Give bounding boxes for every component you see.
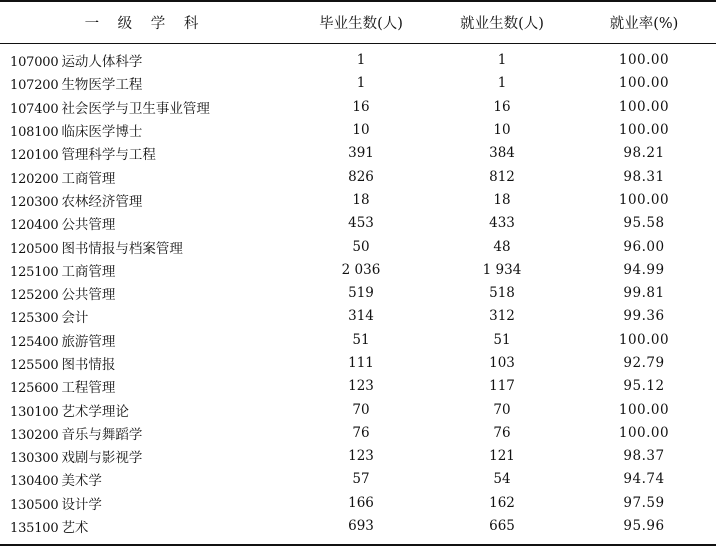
cell-rate: 100.00 [618, 75, 670, 92]
cell-subject [0, 375, 290, 398]
cell-employed: 54 [493, 471, 511, 488]
subject-name: 工程管理 [61, 380, 116, 397]
header-graduates: 毕业生数(人) [290, 1, 432, 43]
cell-subject [0, 491, 290, 514]
subject-code: 135100 [10, 521, 59, 537]
cell-graduates: 314 [348, 308, 374, 325]
cell-rate: 100.00 [618, 98, 670, 115]
subject-code: 125500 [10, 358, 59, 373]
cell-subject [0, 258, 290, 281]
cell-graduates: 1 [356, 75, 366, 92]
cell-rate: 96.00 [623, 238, 665, 255]
subject-code: 120400 [10, 218, 59, 234]
cell-employed: 121 [489, 448, 515, 465]
header-rate: 就业率(%) [572, 1, 716, 43]
cell-employed: 1 [497, 52, 507, 69]
cell-subject [0, 398, 290, 421]
cell-graduates: 76 [352, 424, 370, 441]
subject-name: 临床医学博士 [61, 124, 143, 141]
subject-code: 120200 [10, 171, 59, 187]
subject-name: 生物医学工程 [61, 77, 143, 94]
subject-name: 设计学 [61, 496, 102, 513]
subject-code: 120300 [10, 194, 59, 210]
table-row [0, 258, 716, 281]
table-row [0, 351, 716, 374]
subject-name: 美术学 [61, 473, 102, 490]
cell-subject [0, 514, 290, 537]
subject-code: 130100 [10, 404, 59, 420]
cell-employed: 518 [489, 285, 515, 302]
subject-code: 125600 [10, 381, 59, 397]
cell-graduates: 70 [352, 401, 370, 418]
cell-rate: 100.00 [618, 191, 670, 208]
subject-code: 120100 [10, 148, 59, 164]
cell-employed: 16 [493, 98, 511, 115]
cell-subject [0, 468, 290, 491]
subject-name: 管理科学与工程 [61, 147, 156, 164]
subject-code: 107400 [10, 101, 59, 117]
cell-subject [0, 188, 290, 211]
cell-employed: 117 [489, 378, 515, 395]
cell-graduates: 1 [356, 52, 366, 69]
cell-employed: 10 [493, 122, 511, 139]
cell-subject [0, 118, 290, 141]
table-row [0, 468, 716, 491]
table-row [0, 235, 716, 258]
subject-name: 旅游管理 [61, 333, 116, 350]
subject-name: 运动人体科学 [61, 54, 143, 71]
cell-rate: 92.79 [623, 355, 665, 371]
cell-employed: 51 [493, 331, 511, 348]
cell-graduates: 18 [352, 191, 370, 208]
subject-code: 125200 [10, 288, 59, 304]
subject-name: 公共管理 [61, 287, 116, 304]
subject-name: 艺术学理论 [61, 403, 129, 420]
subject-name: 图书情报 [61, 357, 116, 373]
cell-graduates: 51 [352, 331, 370, 348]
cell-rate: 97.59 [623, 494, 665, 511]
subject-code: 130400 [10, 474, 59, 490]
cell-subject [0, 281, 290, 304]
cell-rate: 94.99 [623, 261, 665, 278]
subject-name: 会计 [61, 310, 89, 327]
table-row [0, 212, 716, 235]
cell-employed: 384 [489, 145, 515, 162]
subject-name: 工商管理 [61, 263, 116, 280]
cell-graduates: 453 [348, 215, 374, 232]
subject-name: 音乐与舞蹈学 [61, 426, 143, 443]
table-row [0, 142, 716, 165]
table-row [0, 118, 716, 141]
cell-graduates: 166 [348, 494, 374, 511]
cell-rate: 95.96 [623, 518, 665, 535]
table-row [0, 165, 716, 188]
cell-subject [0, 445, 290, 468]
cell-rate: 98.21 [623, 145, 665, 162]
cell-subject [0, 49, 290, 72]
table-row [0, 398, 716, 421]
table-body [0, 43, 716, 545]
cell-employed: 18 [493, 191, 511, 208]
cell-subject [0, 212, 290, 235]
cell-subject [0, 165, 290, 188]
cell-rate: 100.00 [618, 401, 670, 418]
cell-graduates: 519 [348, 285, 374, 302]
cell-subject [0, 72, 290, 95]
subject-name: 图书情报与档案管理 [61, 240, 183, 257]
cell-rate: 98.37 [623, 448, 665, 465]
cell-subject [0, 351, 290, 374]
subject-code: 130500 [10, 497, 59, 513]
subject-code: 108100 [10, 125, 59, 141]
subject-code: 125400 [10, 334, 59, 350]
cell-rate: 100.00 [618, 424, 670, 441]
table-row [0, 281, 716, 304]
cell-employed: 312 [489, 308, 515, 325]
cell-subject [0, 305, 290, 328]
subject-code: 125100 [10, 264, 59, 280]
cell-employed: 665 [489, 518, 515, 535]
cell-employed: 433 [489, 215, 515, 232]
cell-graduates: 111 [348, 355, 374, 371]
cell-subject [0, 328, 290, 351]
cell-employed: 1 [497, 75, 507, 92]
end-padding-row [0, 538, 716, 545]
cell-graduates: 693 [348, 518, 374, 535]
cell-employed: 76 [493, 424, 511, 441]
subject-code: 130200 [10, 427, 59, 443]
cell-employed: 70 [493, 401, 511, 418]
cell-graduates: 10 [352, 122, 370, 139]
subject-name: 公共管理 [61, 217, 116, 234]
cell-rate: 99.36 [623, 308, 665, 325]
cell-employed: 103 [489, 355, 515, 371]
table-header [0, 1, 716, 43]
cell-rate: 95.12 [623, 378, 665, 395]
subject-code: 120500 [10, 241, 59, 257]
subject-code: 107200 [10, 78, 59, 94]
cell-graduates: 2 036 [341, 261, 381, 278]
subject-name: 农林经济管理 [61, 193, 143, 210]
table-row [0, 305, 716, 328]
table-row [0, 188, 716, 211]
header-subject: 一 级 学 科 [0, 1, 290, 43]
subject-code: 130300 [10, 451, 59, 467]
cell-graduates: 16 [352, 98, 370, 115]
cell-rate: 100.00 [618, 331, 670, 348]
table-row [0, 95, 716, 118]
cell-subject [0, 142, 290, 165]
table-row [0, 514, 716, 537]
table-row [0, 445, 716, 468]
cell-subject [0, 95, 290, 118]
cell-graduates: 123 [348, 448, 374, 465]
table-row [0, 491, 716, 514]
cell-graduates: 826 [348, 168, 374, 185]
table-row [0, 72, 716, 95]
cell-subject [0, 421, 290, 444]
cell-employed: 48 [493, 238, 511, 255]
cell-subject [0, 235, 290, 258]
table-row [0, 328, 716, 351]
cell-rate: 98.31 [623, 168, 665, 185]
table-row [0, 421, 716, 444]
cell-rate: 94.74 [623, 471, 665, 488]
subject-name: 社会医学与卫生事业管理 [61, 100, 210, 117]
table-row [0, 49, 716, 72]
subject-code: 107000 [10, 55, 59, 71]
subject-code: 125300 [10, 311, 59, 327]
cell-employed: 162 [489, 494, 515, 511]
cell-rate: 100.00 [618, 52, 670, 69]
cell-graduates: 50 [352, 238, 370, 255]
cell-rate: 95.58 [623, 215, 665, 232]
subject-name: 艺术 [61, 520, 89, 537]
cell-rate: 100.00 [618, 122, 670, 139]
cell-rate: 99.81 [623, 285, 665, 302]
cell-employed: 812 [489, 168, 515, 185]
header-employed: 就业生数(人) [432, 1, 572, 43]
cell-employed: 1 934 [482, 261, 522, 278]
cell-graduates: 57 [352, 471, 370, 488]
table-row [0, 375, 716, 398]
subject-name: 戏剧与影视学 [61, 450, 143, 467]
subject-name: 工商管理 [61, 170, 116, 187]
cell-graduates: 391 [348, 145, 374, 162]
cell-graduates: 123 [348, 378, 374, 395]
header-row [0, 1, 716, 43]
